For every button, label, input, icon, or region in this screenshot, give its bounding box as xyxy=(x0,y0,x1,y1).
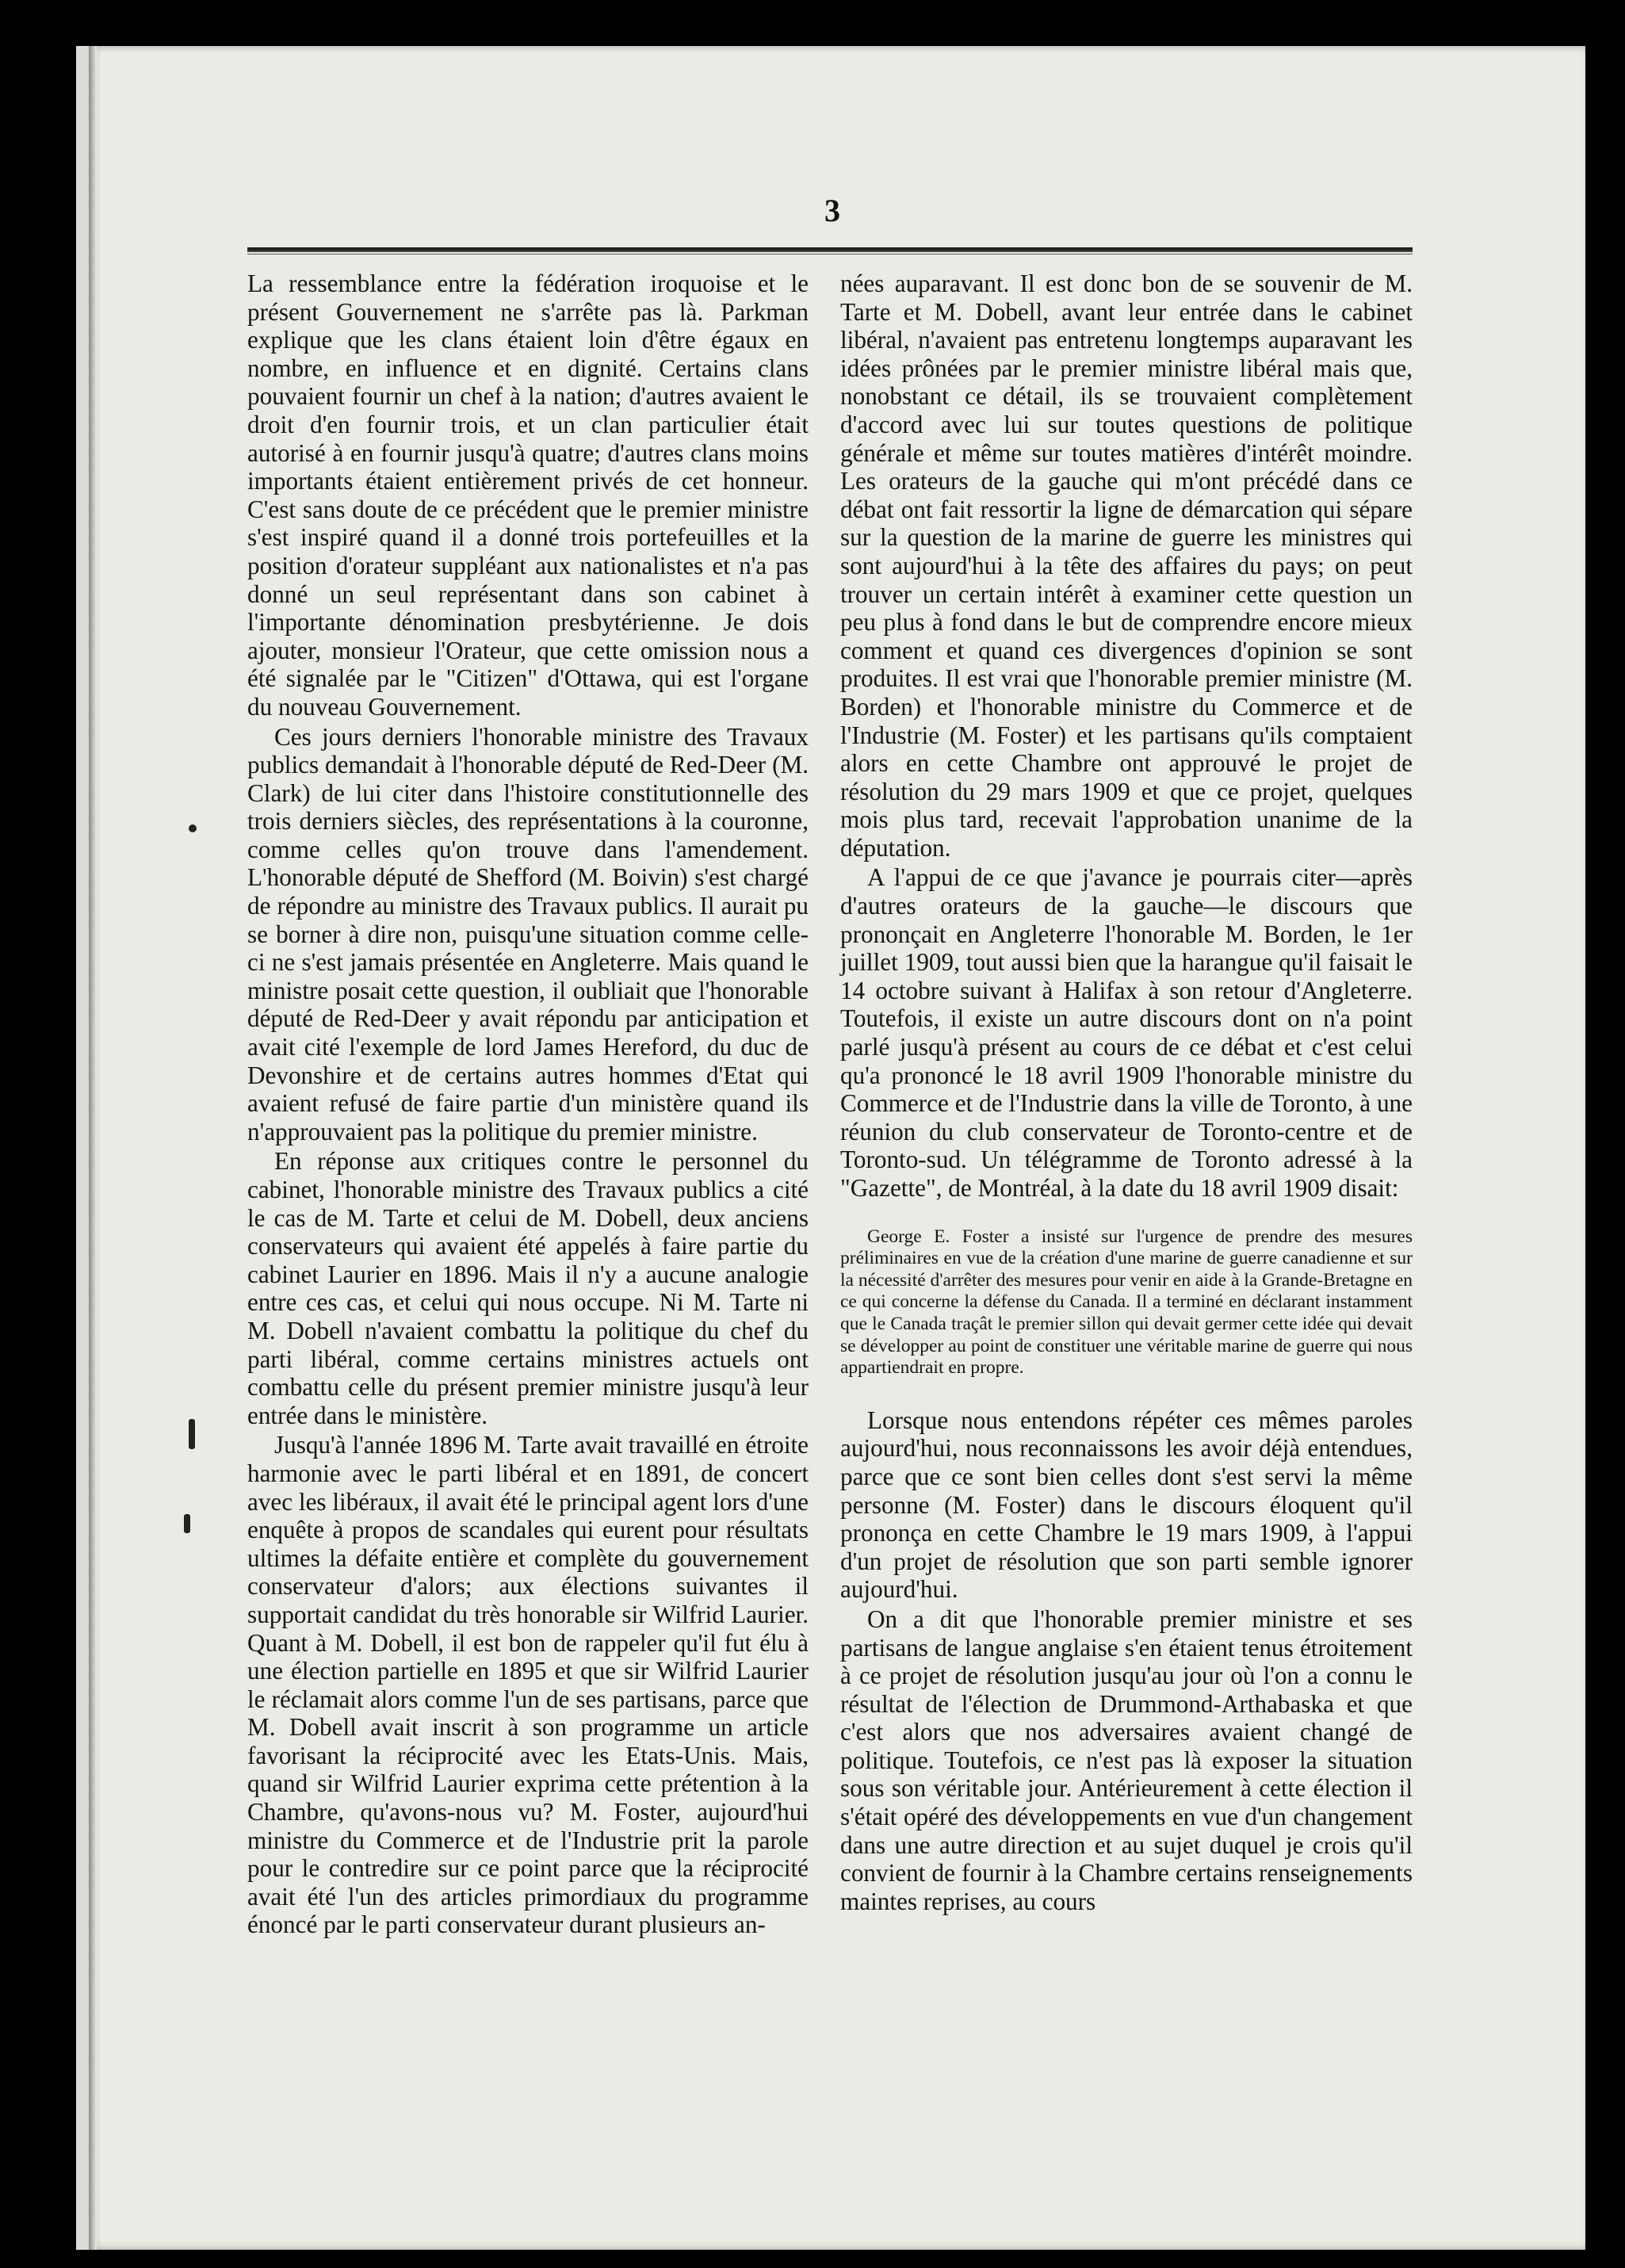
paragraph: nées auparavant. Il est donc bon de se souvenir de M. Tarte et M. Dobell, avant leur entrée dans le cabinet libéral, n'avaient pas entretenu longtemps auparavant les idées prônées par le premier ministre libéral mais que, nonobstant ce détail, ils se trouvaient complètement d'accord avec lui sur toutes questions de politique générale et même sur toutes matières d'intérêt moindre. Les orateurs de la gauche qui m'ont précédé dans ce débat ont fait ressortir la ligne de démarcation qui sépare sur la question de la marine de guerre les ministres qui sont aujourd'hui à la tête des affaires du pays; on peut trouver un certain intérêt à examiner cette question un peu plus à fond dans le but de comprendre encore mieux comment et quand ces divergences d'opinion se sont produites. Il est vrai que l'honorable premier ministre (M. Borden) et l'honorable ministre du Commerce et de l'Industrie (M. Foster) et les partisans qu'ils comptaient alors en cette Chambre ont approuvé le projet de résolution du 29 mars 1909 et que ce projet, quelques mois plus tard, recevait l'approbation unanime de la députation. xyxy=(840,270,1413,862)
page-number: 3 xyxy=(824,193,840,228)
paragraph: A l'appui de ce que j'avance je pourrais citer—après d'autres orateurs de la gauche—le discours que prononçait en Angleterre l'honorable M. Borden, le 1er juillet 1909, tout aussi bien que la harangue qu'il faisait le 14 octobre suivant à Halifax à son retour d'Angleterre. Toutefois, il existe un autre discours dont on n'a point parlé jusqu'à présent au cours de ce débat et c'est celui qu'a prononcé le 18 avril 1909 l'honorable ministre du Commerce et de l'Industrie dans la ville de Toronto, à une réunion du club conservateur de Toronto-centre et de Toronto-sud. Un télégramme de Toronto adressé à la "Gazette", de Montréal, à la date du 18 avril 1909 disait: xyxy=(840,863,1413,1202)
page-left-edge xyxy=(76,46,89,2250)
block-quote: George E. Foster a insisté sur l'urgence de prendre des mesures préliminaires en vue de la création d'une marine de guerre canadienne et sur la nécessité d'arrêter des mesures pour venir en aide à la Grande-Bretagne en ce qui concerne la défense du Canada. Il a terminé en déclarant instamment que le Canada traçât le premier sillon qui devait germer cette idée qui devait se développer au point de constituer une véritable marine de guerre qui nous appartiendrait en propre. xyxy=(840,1226,1413,1379)
right-column xyxy=(840,270,1413,1915)
scan-speck xyxy=(184,1514,190,1533)
paragraph: En réponse aux critiques contre le personnel du cabinet, l'honorable ministre des Travaux publics a cité le cas de M. Tarte et celui de M. Dobell, deux anciens conservateurs qui avaient été appelés à faire partie du cabinet Laurier en 1896. Mais il n'y a aucune analogie entre ces cas, et celui qui nous occupe. Ni M. Tarte ni M. Dobell n'avaient combattu la politique du chef du parti libéral, comme certains ministres actuels ont combattu celle du présent premier ministre jusqu'à leur entrée dans le ministère. xyxy=(247,1147,809,1429)
paragraph: La ressemblance entre la fédération iroquoise et le présent Gouvernement ne s'arrête pas là. Parkman explique que les clans étaient loin d'être égaux en nombre, en influence et en dignité. Certains clans pouvaient fournir un chef à la nation; d'autres avaient le droit d'en fournir trois, et un clan particulier était autorisé à en fournir jusqu'à quatre; d'autres clans moins importants étaient entièrement privés de cet honneur. C'est sans doute de ce précédent que le premier ministre s'est inspiré quand il a donné trois portefeuilles et la position d'orateur suppléant aux nationalistes et n'a pas donné un seul représentant dans son cabinet à l'importante dénomination presbytérienne. Je dois ajouter, monsieur l'Orateur, que cette omission nous a été signalée par le "Citizen" d'Ottawa, qui est l'organe du nouveau Gouvernement. xyxy=(247,270,809,721)
paragraph: Jusqu'à l'année 1896 M. Tarte avait travaillé en étroite harmonie avec le parti libéral et en 1891, de concert avec les libéraux, il avait été le principal agent lors d'une enquête à propos de scandales qui eurent pour résultats ultimes la défaite entière et complète du gouvernement conservateur d'alors; aux élections suivantes il supportait candidat du très honorable sir Wilfrid Laurier. Quant à M. Dobell, il est bon de rappeler qu'il fut élu à une élection partielle en 1895 et que sir Wilfrid Laurier le réclamait alors comme l'un de ses partisans, parce que M. Dobell avait inscrit à son programme un article favorisant la réciprocité avec les Etats-Unis. Mais, quand sir Wilfrid Laurier exprima cette prétention à la Chambre, qu'avons-nous vu? M. Foster, aujourd'hui ministre du Commerce et de l'Industrie prit la parole pour le contredire sur ce point parce que la réciprocité avait été l'un des articles primordiaux du programme énoncé par le parti conservateur durant plusieurs an- xyxy=(247,1431,809,1939)
left-column xyxy=(247,270,809,1939)
paragraph: On a dit que l'honorable premier ministre et ses partisans de langue anglaise s'en étaient tenus étroitement à ce projet de résolution jusqu'au jour où l'on a connu le résultat de l'élection de Drummond-Arthabaska et que c'est alors que nos adversaires avaient changé de politique. Toutefois, ce n'est pas là exposer la situation sous son véritable jour. Antérieurement à cette élection il s'était opéré des développements en vue d'un changement dans une autre direction et au sujet duquel je crois qu'il convient de fournir à la Chambre certains renseignements maintes reprises, au cours xyxy=(840,1604,1413,1915)
scan-background xyxy=(0,0,83,2268)
paragraph: Lorsque nous entendons répéter ces mêmes paroles aujourd'hui, nous reconnaissons les avoir déjà entendues, parce que ce sont bien celles dont s'est servi la même personne (M. Foster) dans le discours éloquent qu'il prononça en cette Chambre le 19 mars 1909, à l'appui d'un projet de résolution que son parti semble ignorer aujourd'hui. xyxy=(840,1406,1413,1604)
page-binding-shadow xyxy=(89,46,97,2250)
paragraph: Ces jours derniers l'honorable ministre des Travaux publics demandait à l'honorable député de Red-Deer (M. Clark) de lui citer dans l'histoire constitutionnelle des trois derniers siècles, des représentations à la couronne, comme celles qu'on trouve dans l'amendement. L'honorable député de Shefford (M. Boivin) s'est chargé de répondre au ministre des Travaux publics. Il aurait pu se borner à dire non, puisqu'une situation comme celle-ci ne s'est jamais présentée en Angleterre. Mais quand le ministre posait cette question, il oubliait que l'honorable député de Red-Deer y avait répondu par anticipation et avait cité l'exemple de lord James Hereford, du duc de Devonshire et de certains autres hommes d'Etat qui avaient refusé de faire partie d'un ministère quand ils n'approuvaient pas la politique du premier ministre. xyxy=(247,722,809,1145)
scan-speck xyxy=(189,1419,195,1449)
scan-speck xyxy=(189,824,197,832)
header-rule xyxy=(247,247,1413,252)
